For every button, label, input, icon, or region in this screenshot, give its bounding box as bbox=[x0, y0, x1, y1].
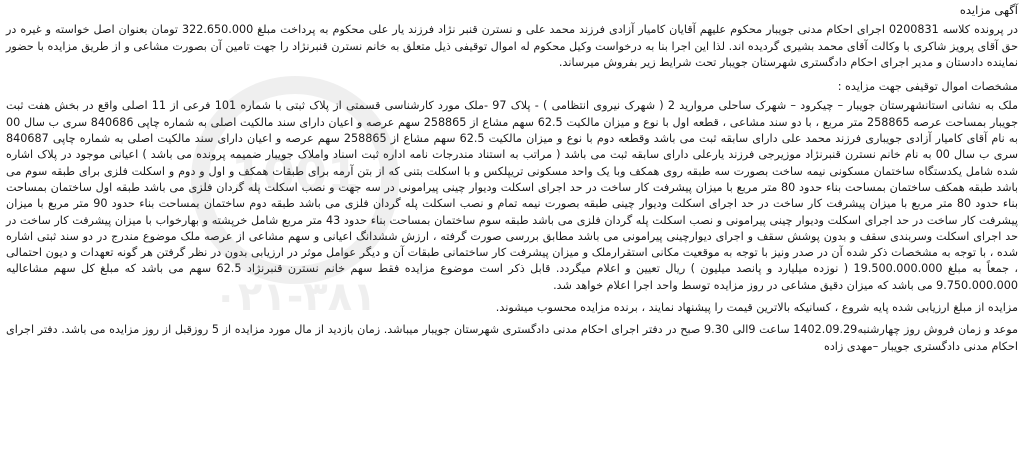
intro-paragraph: در پرونده کلاسه 0200831 اجرای احکام مدنی جویبار محکوم علیهم آقایان کامیار آزادی فرزند محمد علی و نسترن قنبر نژاد فرزند یار علی محکوم به پرداخت مبلغ 322.650.000 تومان بعنوان اصل خواسته و غیره در حق آقای پرویز شاکری با وکالت آقای محمد بشیری گردیده اند. لذا این اجرا بنا به درخواست وکیل محکوم له اموال توقیفی ذیل متعلق به خانم نسترن قنبرنژاد را جهت تامین آن بصورت مشاعی و از طریق مزایده با حضور نماینده دادستان و مدیر اجرای احکام دادگستری شهرستان جویبار تحت شرایط زیر بفروش میرساند. bbox=[6, 23, 1018, 69]
watermark-phone: ۰۲۱-۳۸۱ bbox=[213, 274, 377, 320]
property-details-paragraph: ملک به نشانی استانشهرستان جویبار – چیکرود – شهرک ساحلی مرواريد 2 ( شهرک نیروی انتظامی ) - پلاک 97 -ملک مورد کارشناسی قسمتی از پلاک ثبتی با شماره 101 فرعی از 11 اصلی واقع در بخش هفت ثبت جویبار بمساحت عرصه 258865 متر مربع ، با دو سند مشاعی ، قطعه اول با نوع و میزان مالکیت 62.5 سهم مشاع از 258865 سهم عرصه و اعیان دارای سند مالکیت اصلی به شماره چاپی 840686 سری ب سال 00 به نام آقای کامیار آزادی جویباری فرزند محمد علی دارای سابقه ثبت می باشد وقطعه دوم با نوع و میزان مالکیت 62.5 سهم مشاع از 258865 سهم عرصه و اعیان دارای سند مالکیت اصلی به شماره چاپی 840687 سری ب سال 00 به نام خانم نسترن قنبرنژاد موزیرجی فرزند یارعلی دارای سابقه ثبت می باشد ( مراتب به استناد مندرجات نامه اداره ثبت اسناد واملاک جویبار ضمیمه پرونده می باشد ) اعیانی موجود در پلاک اشاره شده شامل یکدستگاه ساختمان مسکونی نیمه ساخت بصورت سه طبقه روی همکف وبا یک واحد مسکونی تریپلکس و با اسکلت بتنی که از بتن آرمه برای طبقات همکف و اول و دوم و اسکلت فلزی برای طبقه سوم می باشد طبقه همکف ساختمان بمساحت بناء حدود 80 متر مربع با میزان پیشرفت کار ساخت در حد اجرای اسکلت ودیوار چینی پیرامونی در سه جهت و نصب اسکلت پله گردان فلزی می باشد طبقه اول ساختمان بمساحت بناء حدود 80 متر مربع با میزان پیشرفت کار ساخت در حد اجرای اسکلت ودیوار چینی طبقه بصورت نیمه تمام و نصب اسکلت پله گردان فلزی می باشد طبقه دوم ساختمان بمساحت بناء حدود 90 متر مربع با میزان پیشرفت کار ساخت در حد اجرای اسکلت ودیوار چینی پیرامونی و نصب اسکلت پله گردان فلزی می باشد طبقه سوم ساختمان بمساحت بناء حدود 43 متر مربع شامل خرپشته و بهارخواب با میزان پیشرفت کار ساخت در حد اجرای اسکلت وسربندی سقف و بدون پوشش سقف و اجرای دیوارچینی پیرامونی می باشد مطابق بررسی صورت گرفته ، ارزش ششدانگ اعیانی و سهم مشاعی از عرصه ملک موضوع مندرج در دو سند ثبتی اشاره شده ، با توجه به مشخصات ذکر شده آن در صدر ونیز با توجه به موقعیت مکانی استقرارملک و میزان پیشرفت کار ساختمانی طبقات آن و دیگر عوامل موثر در ارزیابی بدون در نظر گرفتن هر گونه تعهدات و دیون احتمالی ، جمعاً به مبلغ 19.500.000.000 ( نوزده میلیارد و پانصد میلیون ) ریال تعیین و اعلام میگردد. قابل ذکر است موضوع مزایده فقط سهم خانم نسترن قنبرنژاد 62.5 سهم می باشد که مبلغ کل سهم مشاعالیه 9.750.000.000 می باشد که میزان دقیق مشاعی در روز مزایده توسط واحد اجرا اعلام خواهد شد. bbox=[6, 99, 1019, 292]
notice-title: آگهی مزایده bbox=[959, 3, 1018, 17]
property-subheading: مشخصات اموال توقیفی جهت مزایده : bbox=[837, 80, 1018, 94]
watermark-number: 1001 bbox=[230, 147, 360, 201]
auction-terms-paragraph: مزایده از مبلغ ارزیابی شده پایه شروع ، کسانیکه بالاترین قیمت را پیشنهاد نمایند ، برنده مزایده محسوب میشوند. bbox=[495, 301, 1018, 315]
auction-schedule-paragraph: موعد و زمان فروش روز چهارشنبه1402.09.29 ساعت 9الی 9.30 صبح در دفتر اجرای احکام مدنی دادگستری شهرستان جویبار میباشد. زمان بازدید از مال مورد مزایده از 5 روزقبل از روز مزایده می باشد. دفتر اجرای احکام مدنی دادگستری جویبار –مهدی زاده bbox=[6, 323, 1018, 353]
